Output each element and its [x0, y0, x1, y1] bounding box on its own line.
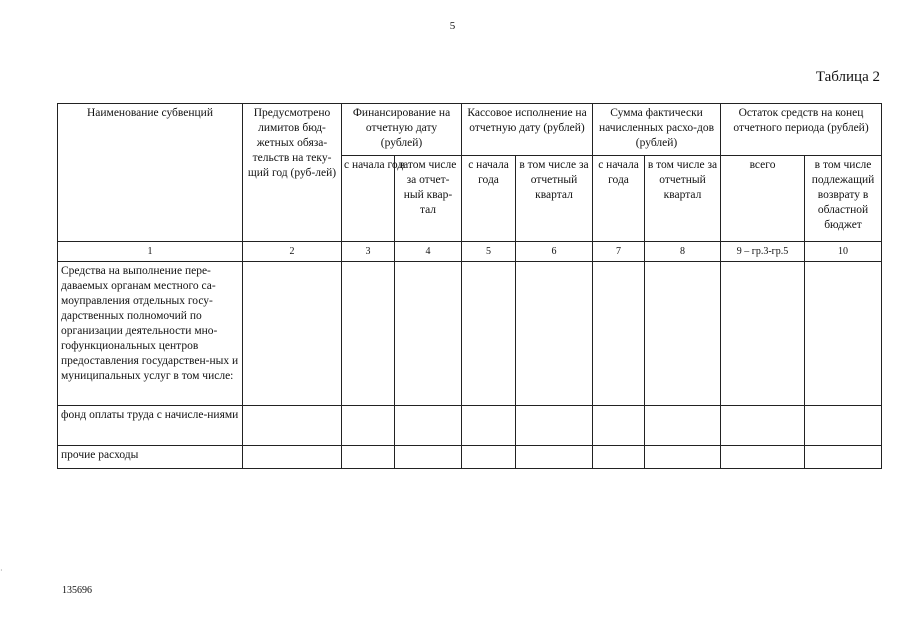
row-label: прочие расходы — [58, 446, 243, 469]
header-cash-execution: Кассовое исполнение на отчетную дату (рублей) — [462, 104, 593, 156]
table-cell — [721, 446, 805, 469]
table-cell — [593, 406, 645, 446]
table-cell — [342, 406, 395, 446]
table-row — [58, 446, 882, 469]
table-cell — [516, 406, 593, 446]
table-cell — [805, 262, 882, 406]
header-planned: Предусмотрено лимитов бюд-жетных обяза-тельств на теку-щий год (руб-лей) — [243, 104, 342, 242]
column-number: 10 — [805, 242, 882, 262]
report-table — [57, 103, 882, 469]
header-accrued-expenses: Сумма фактически начисленных расхо-дов (рублей) — [593, 104, 721, 156]
table-cell — [516, 262, 593, 406]
table-cell — [462, 406, 516, 446]
header-financing: Финансирование на отчетную дату (рублей) — [342, 104, 462, 156]
table-cell — [645, 406, 721, 446]
subheader-remainder-total: всего — [721, 156, 805, 242]
table-cell — [805, 446, 882, 469]
column-number: 2 — [243, 242, 342, 262]
column-number: 4 — [395, 242, 462, 262]
table-cell — [645, 446, 721, 469]
subheader-financing-quarter: в том числе за отчет-ный квар-тал — [395, 156, 462, 242]
subheader-cash-ytd: с начала года — [462, 156, 516, 242]
table-cell — [395, 406, 462, 446]
row-label: Средства на выполнение пере-даваемых органам местного са-моуправления отдельных госу-дарственных полномочий по организации деятельности мно-гофункциональных центров предоставления государствен-ных и муниципальных услуг в том числе: — [58, 262, 243, 406]
table-cell — [516, 446, 593, 469]
table-cell — [645, 262, 721, 406]
table-cell — [342, 262, 395, 406]
table-caption: Таблица 2 — [815, 69, 880, 85]
table-header-row — [58, 104, 882, 156]
column-number: 6 — [516, 242, 593, 262]
table-cell — [462, 446, 516, 469]
header-remainder: Остаток средств на конец отчетного периода (рублей) — [721, 104, 882, 156]
table-row — [58, 406, 882, 446]
table-cell — [593, 446, 645, 469]
column-number-row — [58, 242, 882, 262]
column-number: 1 — [58, 242, 243, 262]
header-name: Наименование субвенций — [58, 104, 243, 242]
table-cell — [462, 262, 516, 406]
table-cell — [243, 446, 342, 469]
subheader-remainder-return: в том числе подлежащий возврату в областной бюджет — [805, 156, 882, 242]
subheader-cash-quarter: в том числе за отчетный квартал — [516, 156, 593, 242]
column-number: 7 — [593, 242, 645, 262]
table-row — [58, 262, 882, 406]
column-number: 5 — [462, 242, 516, 262]
subheader-financing-ytd: с начала года — [342, 156, 395, 242]
table-cell — [395, 262, 462, 406]
table-cell — [395, 446, 462, 469]
column-number: 8 — [645, 242, 721, 262]
table-cell — [342, 446, 395, 469]
table-cell — [721, 262, 805, 406]
table-cell — [805, 406, 882, 446]
table-cell — [243, 406, 342, 446]
table-cell — [721, 406, 805, 446]
subheader-accrued-ytd: с начала года — [593, 156, 645, 242]
document-code: 135696 — [62, 585, 92, 596]
table-cell — [243, 262, 342, 406]
column-number: 9 – гр.3-гр.5 — [721, 242, 805, 262]
subheader-accrued-quarter: в том числе за отчетный квартал — [645, 156, 721, 242]
column-number: 3 — [342, 242, 395, 262]
table-cell — [593, 262, 645, 406]
scan-edge-mark: · — [0, 566, 3, 575]
page-number: 5 — [449, 20, 456, 32]
row-label: фонд оплаты труда с начисле-ниями — [58, 406, 243, 446]
